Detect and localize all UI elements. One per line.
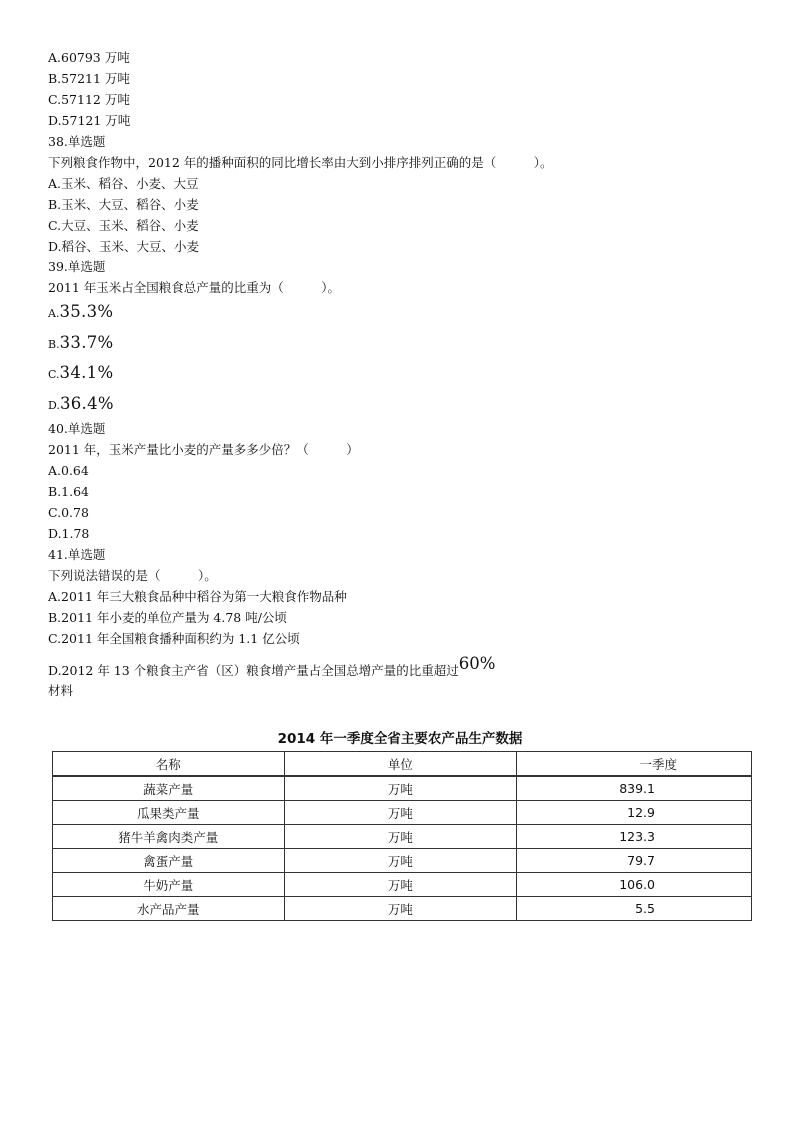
cell-name: 禽蛋产量 [53, 849, 285, 873]
cell-unit: 万吨 [284, 873, 517, 897]
q41-option-a: A.2011 年三大粮食品种中稻谷为第一大粮食作物品种 [48, 589, 347, 604]
q37-option-b: B.57211 万吨 [48, 71, 130, 86]
q40-option-c: C.0.78 [48, 505, 89, 520]
q40-option-b: B.1.64 [48, 484, 89, 499]
q41-option-d-text: D.2012 年 13 个粮食主产省（区）粮食增产量占全国总增产量的比重超过 [48, 663, 459, 678]
q41-option-b: B.2011 年小麦的单位产量为 4.78 吨/公顷 [48, 610, 287, 625]
table-row [53, 849, 752, 873]
q41-option-d-percent: 60% [458, 654, 496, 673]
table-row [53, 801, 752, 825]
column-header-q1: 一季度 [517, 752, 752, 777]
q41-stem: 下列说法错误的是（ ）。 [48, 568, 217, 583]
table-row [53, 825, 752, 849]
column-header-unit: 单位 [284, 752, 517, 777]
q37-option-c: C.57112 万吨 [48, 92, 130, 107]
cell-unit: 万吨 [284, 825, 517, 849]
q39-stem: 2011 年玉米占全国粮食总产量的比重为（ ）。 [48, 280, 341, 295]
q37-option-a: A.60793 万吨 [48, 50, 130, 65]
q41-option-d [48, 654, 496, 679]
q39-option-b-label: B. [48, 338, 60, 351]
table-row [53, 776, 752, 801]
q40-option-a: A.0.64 [48, 463, 89, 478]
q39-option-c-value: 34.1% [59, 363, 114, 382]
cell-unit: 万吨 [284, 776, 517, 801]
cell-name: 猪牛羊禽肉类产量 [53, 825, 285, 849]
table-row [53, 897, 752, 921]
q38-option-d: D.稻谷、玉米、大豆、小麦 [48, 239, 200, 254]
q39-option-a-label: A. [48, 307, 60, 320]
q37-option-d: D.57121 万吨 [48, 113, 131, 128]
cell-name: 牛奶产量 [53, 873, 285, 897]
q38-stem: 下列粮食作物中，2012 年的播种面积的同比增长率由大到小排序排列正确的是（ ）。 [48, 155, 553, 170]
q41-header: 41.单选题 [48, 547, 106, 562]
q39-option-c-label: C. [48, 368, 60, 381]
q39-option-c [48, 363, 113, 382]
material-label: 材料 [48, 683, 74, 698]
cell-name: 蔬菜产量 [53, 776, 285, 801]
cell-value: 106.0 [517, 873, 752, 897]
q40-header: 40.单选题 [48, 421, 106, 436]
cell-value: 12.9 [517, 801, 752, 825]
table-title: 2014 年一季度全省主要农产品生产数据 [277, 731, 523, 747]
q39-header: 39.单选题 [48, 259, 106, 274]
q38-option-c: C.大豆、玉米、稻谷、小麦 [48, 218, 199, 233]
cell-name: 瓜果类产量 [53, 801, 285, 825]
q38-header: 38.单选题 [48, 134, 106, 149]
q39-option-b-value: 33.7% [59, 333, 114, 352]
cell-unit: 万吨 [284, 849, 517, 873]
cell-value: 5.5 [517, 897, 752, 921]
q39-option-d-label: D. [48, 399, 60, 412]
table-header-row [53, 752, 752, 777]
production-data-table [52, 751, 752, 921]
q39-option-d-value: 36.4% [59, 394, 114, 413]
cell-value: 839.1 [517, 776, 752, 801]
cell-unit: 万吨 [284, 801, 517, 825]
q40-stem: 2011 年，玉米产量比小麦的产量多多少倍？（ ） [48, 442, 359, 457]
cell-name: 水产品产量 [53, 897, 285, 921]
q40-option-d: D.1.78 [48, 526, 90, 541]
cell-unit: 万吨 [284, 897, 517, 921]
column-header-name: 名称 [53, 752, 285, 777]
q39-option-b [48, 333, 114, 352]
cell-value: 123.3 [517, 825, 752, 849]
q39-option-d [48, 394, 114, 413]
q41-option-c: C.2011 年全国粮食播种面积约为 1.1 亿公顷 [48, 631, 300, 646]
q38-option-a: A.玉米、稻谷、小麦、大豆 [48, 176, 199, 191]
q38-option-b: B.玉米、大豆、稻谷、小麦 [48, 197, 199, 212]
table-row [53, 873, 752, 897]
q39-option-a [48, 302, 113, 321]
cell-value: 79.7 [517, 849, 752, 873]
q39-option-a-value: 35.3% [59, 302, 114, 321]
